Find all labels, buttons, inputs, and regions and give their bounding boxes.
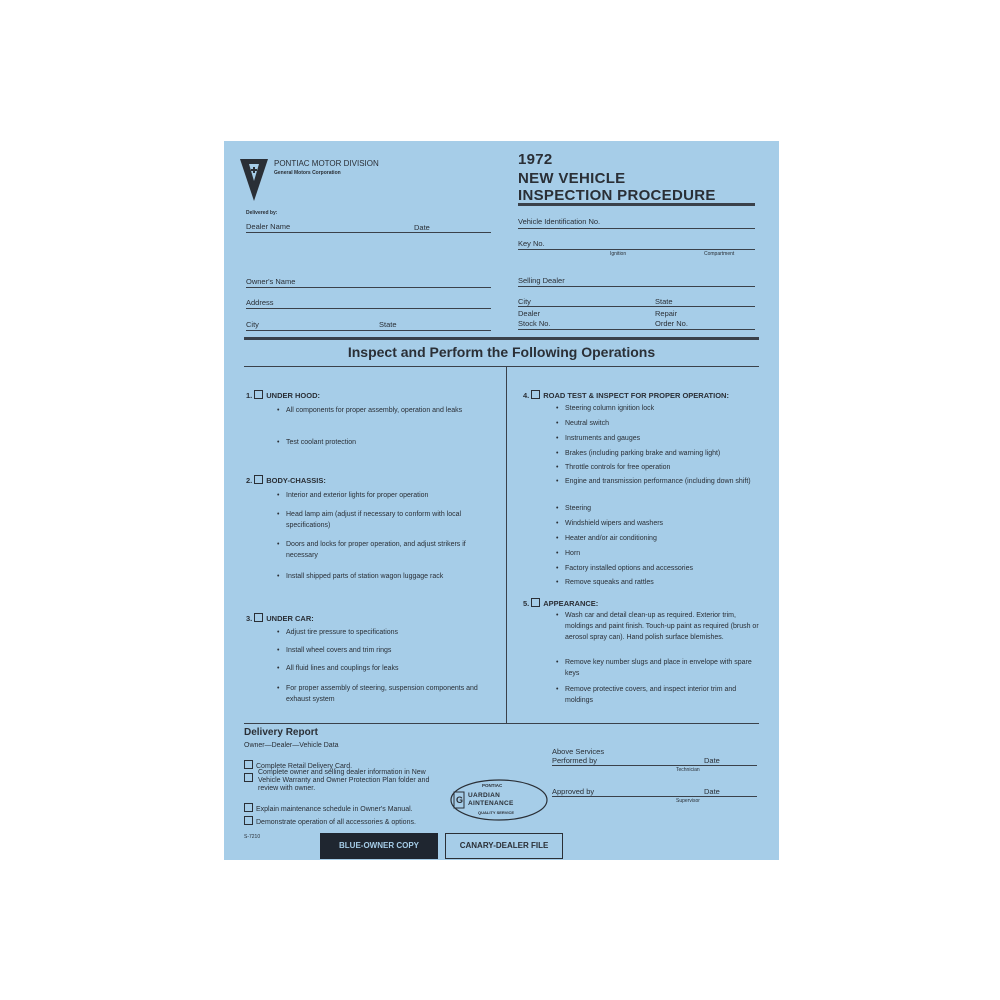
section-2-item: • Install shipped parts of station wagon luggage rack: [286, 571, 490, 582]
compartment-label: Compartment: [704, 251, 735, 257]
date-label: Date: [414, 223, 430, 232]
vin-label: Vehicle Identification No.: [518, 217, 601, 226]
section-1-checkbox[interactable]: [254, 390, 263, 399]
section-4-item: • Engine and transmission performance (including down shift): [565, 476, 760, 487]
dealer-name-line[interactable]: [246, 232, 491, 233]
delivery-item-text: Complete owner and selling dealer information in New Vehicle Warranty and Owner Protection Plan folder and review with owner.: [258, 769, 430, 792]
delivery-item: Complete Retail Delivery Card.: [244, 755, 352, 773]
section-2-item: • Head lamp aim (adjust if necessary to conform with local specifications): [286, 509, 490, 531]
dealer-label: Dealer: [518, 309, 541, 318]
performed-by-label: Performed by: [552, 756, 598, 765]
delivered-by-label: Delivered by:: [246, 210, 278, 216]
section-1-heading: 1. UNDER HOOD:: [246, 391, 321, 400]
supervisor-label: Supervisor: [676, 798, 700, 804]
stock-order-line[interactable]: [518, 329, 755, 330]
form-title-line2: INSPECTION PROCEDURE: [518, 187, 716, 204]
above-services-label: Above Services: [552, 747, 605, 756]
order-no-label: Order No.: [655, 319, 688, 328]
stock-no-label: Stock No.: [518, 319, 551, 328]
approved-date-label: Date: [704, 787, 720, 796]
section-5-heading: 5. APPEARANCE:: [523, 599, 599, 608]
section-4-item: • Brakes (including parking brake and warning light): [565, 448, 760, 459]
section-4-item: • Windshield wipers and washers: [565, 518, 760, 529]
delivery-report-title: Delivery Report: [244, 727, 318, 738]
section-2-item: • Interior and exterior lights for proper operation: [286, 490, 490, 501]
heading-bottom-rule: [244, 366, 759, 367]
vin-line[interactable]: [518, 228, 755, 229]
section-1-item: • Test coolant protection: [286, 437, 490, 448]
key-no-label: Key No.: [518, 239, 545, 248]
section-3-item: • Adjust tire pressure to specifications: [286, 627, 490, 638]
pontiac-arrowhead-icon: [240, 159, 268, 201]
city-state-right-line[interactable]: [518, 306, 755, 307]
section-4-item: • Neutral switch: [565, 418, 760, 429]
heading-top-rule: [244, 337, 759, 340]
division-name: PONTIAC MOTOR DIVISION: [274, 159, 379, 168]
section-4-heading: 4. ROAD TEST & INSPECT FOR PROPER OPERATION:: [523, 391, 729, 400]
logo-pontiac-text: PONTIAC: [482, 783, 503, 788]
section-3-heading: 3. UNDER CAR:: [246, 614, 314, 623]
section-4-item: • Steering column ignition lock: [565, 403, 760, 414]
section-2-checkbox[interactable]: [254, 475, 263, 484]
section-1-item: • All components for proper assembly, operation and leaks: [286, 405, 490, 416]
ignition-label: Ignition: [610, 251, 627, 257]
performed-by-line[interactable]: [552, 765, 757, 766]
selling-dealer-line[interactable]: [518, 286, 755, 287]
section-4-item: • Horn: [565, 548, 760, 559]
section-3-item: • All fluid lines and couplings for leaks: [286, 663, 490, 674]
canary-dealer-file-badge: CANARY-DEALER FILE: [445, 833, 563, 859]
section-4-checkbox[interactable]: [531, 390, 540, 399]
technician-label: Technician: [676, 767, 700, 773]
section-5-checkbox[interactable]: [531, 598, 540, 607]
delivery-top-rule: [244, 723, 759, 724]
repair-label: Repair: [655, 309, 678, 318]
delivery-item: [244, 768, 256, 786]
section-4-item: • Instruments and gauges: [565, 433, 760, 444]
section-5-item: • Remove key number slugs and place in envelope with spare keys: [565, 657, 760, 679]
owners-name-line[interactable]: [246, 287, 491, 288]
section-4-item: • Heater and/or air conditioning: [565, 533, 760, 544]
blue-owner-copy-badge: BLUE-OWNER COPY: [320, 833, 438, 859]
delivery-checkbox[interactable]: [244, 816, 253, 825]
city-state-line[interactable]: [246, 330, 491, 331]
section-2-heading: 2. BODY-CHASSIS:: [246, 476, 326, 485]
selling-dealer-label: Selling Dealer: [518, 276, 565, 285]
dealer-name-label: Dealer Name: [246, 222, 291, 231]
form-number: S-7210: [244, 834, 261, 840]
logo-quality-text: QUALITY SERVICE: [478, 810, 515, 815]
form-year: 1972: [518, 151, 553, 168]
delivery-item: Explain maintenance schedule in Owner's Manual.: [244, 798, 413, 816]
approved-by-line[interactable]: [552, 796, 757, 797]
performed-date-label: Date: [704, 756, 720, 765]
section-4-item: • Factory installed options and accessories: [565, 563, 760, 574]
logo-guardian-text: UARDIAN: [468, 792, 501, 799]
main-heading: Inspect and Perform the Following Operations: [347, 344, 656, 360]
section-3-item: • Install wheel covers and trim rings: [286, 645, 490, 656]
right-state-label: State: [655, 297, 673, 306]
section-5-item: • Remove protective covers, and inspect interior trim and moldings: [565, 684, 760, 706]
inspection-form: [224, 141, 779, 860]
section-5-item: • Wash car and detail clean-up as required. Exterior trim, moldings and paint finish. Touch-up paint as required (brush or aerosol spray can). Hand polish surface blemishes.: [565, 610, 760, 643]
city-label: City: [246, 320, 259, 329]
delivery-checkbox[interactable]: [244, 773, 253, 782]
column-divider: [506, 367, 507, 723]
address-line[interactable]: [246, 308, 491, 309]
approved-by-label: Approved by: [552, 787, 595, 796]
form-title-line1: NEW VEHICLE: [518, 170, 626, 187]
corporation-name: General Motors Corporation: [274, 170, 341, 176]
delivery-item: Demonstrate operation of all accessories & options.: [244, 811, 416, 829]
key-no-line[interactable]: [518, 249, 755, 250]
section-4-item: • Remove squeaks and rattles: [565, 577, 760, 588]
address-label: Address: [246, 298, 274, 307]
logo-maintenance-text: AINTENANCE: [468, 800, 514, 807]
section-3-item: • For proper assembly of steering, suspension components and exhaust system: [286, 683, 490, 705]
title-rule: [518, 203, 755, 206]
section-3-checkbox[interactable]: [254, 613, 263, 622]
delivery-report-subtitle: Owner—Dealer—Vehicle Data: [244, 742, 339, 749]
owners-name-label: Owner's Name: [246, 277, 296, 286]
state-label: State: [379, 320, 397, 329]
section-2-item: • Doors and locks for proper operation, and adjust strikers if necessary: [286, 539, 490, 561]
svg-text:G: G: [456, 795, 464, 805]
section-4-item: • Throttle controls for free operation: [565, 462, 760, 473]
section-4-item: • Steering: [565, 503, 760, 514]
right-city-label: City: [518, 297, 531, 306]
